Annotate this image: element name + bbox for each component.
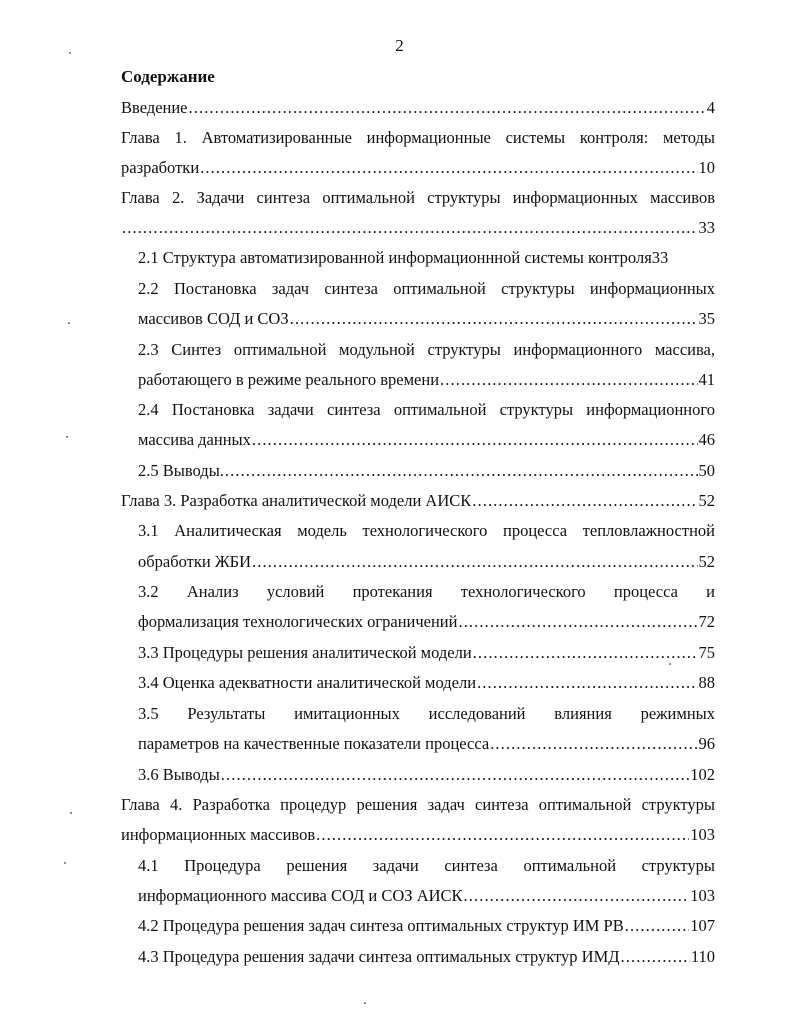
dot-leader — [316, 823, 689, 847]
toc-entry-page: 50 — [698, 461, 715, 480]
toc-entry-3-5-line1: 3.5 Результаты имитационных исследований влияния режимных — [138, 704, 715, 723]
toc-entry-2-4 — [138, 428, 715, 452]
toc-entry-3-2-line1: 3.2 Анализ условий протекания технологического процесса и — [138, 582, 715, 601]
toc-entry-ch4 — [121, 823, 715, 847]
toc-entry-2-1 — [138, 246, 715, 270]
toc-entry-text: Введение — [121, 98, 188, 117]
toc-entry-text: Глава 3. Разработка аналитической модели АИСК — [121, 491, 472, 510]
dot-leader — [221, 763, 689, 787]
toc-entry-ch2-line1: Глава 2. Задачи синтеза оптимальной структуры информационных массивов — [121, 188, 715, 207]
toc-entry-4-1-line1: 4.1 Процедура решения задачи синтеза оптимальной структуры — [138, 856, 715, 875]
toc-entry-page: 96 — [698, 734, 715, 753]
dot-leader — [625, 914, 690, 938]
toc-entry-2-4-line1: 2.4 Постановка задачи синтеза оптимальной структуры информационного — [138, 400, 715, 419]
toc-entry-page: 103 — [690, 825, 715, 844]
toc-entry-text: обработки ЖБИ — [138, 552, 252, 571]
toc-entry-3-6 — [138, 763, 715, 787]
toc-entry-page: 52 — [698, 491, 715, 510]
toc-entry-ch1-line1: Глава 1. Автоматизированные информационные системы контроля: методы — [121, 128, 715, 147]
dot-leader — [472, 489, 697, 513]
toc-entry-text: 3.3 Процедуры решения аналитической модели — [138, 643, 472, 662]
toc-entry-ch3 — [121, 489, 715, 513]
scan-speck — [669, 663, 671, 665]
toc-entry-3-1-line1: 3.1 Аналитическая модель технологического процесса тепловлажностной — [138, 521, 715, 540]
toc-entry-text: информационного массива СОД и СОЗ АИСК — [138, 886, 463, 905]
toc-entry-text: работающего в режиме реального времени — [138, 370, 440, 389]
toc-entry-3-5 — [138, 732, 715, 756]
toc-entry-page: 75 — [698, 643, 715, 662]
toc-entry-3-3 — [138, 641, 715, 665]
toc-entry-2-3 — [138, 368, 715, 392]
toc-entry-page: 72 — [698, 612, 715, 631]
scan-speck — [66, 436, 68, 438]
toc-entry-text: разработки — [121, 158, 200, 177]
dot-leader — [252, 428, 698, 452]
toc-entry-text: 2.1 Структура автоматизированной информационнной системы контроля — [138, 248, 652, 267]
toc-entry-text: 4.3 Процедура решения задачи синтеза оптимальных структур ИМД — [138, 947, 620, 966]
toc-entry-text: 2.5 Выводы. — [138, 461, 224, 480]
toc-entry-text: информационных массивов — [121, 825, 316, 844]
page-number: 2 — [395, 36, 404, 55]
dot-leader — [490, 732, 697, 756]
dot-leader — [290, 307, 698, 331]
dot-leader — [440, 368, 697, 392]
toc-entry-4-3 — [138, 945, 715, 969]
toc-entry-ch2 — [121, 216, 715, 240]
scan-speck — [69, 52, 71, 54]
toc-entry-ch1 — [121, 156, 715, 180]
toc-entry-text: 3.4 Оценка адекватности аналитической модели — [138, 673, 477, 692]
toc-entry-text: параметров на качественные показатели процесса — [138, 734, 490, 753]
scan-speck — [64, 862, 66, 864]
toc-entry-page: 52 — [698, 552, 715, 571]
toc-entry-2-3-line1: 2.3 Синтез оптимальной модульной структуры информационного массива, — [138, 340, 715, 359]
toc-entry-page: 46 — [698, 430, 715, 449]
toc-entry-text: массивов СОД и СОЗ — [138, 309, 289, 328]
dot-leader — [225, 459, 698, 483]
dot-leader — [464, 884, 690, 908]
dot-leader — [621, 945, 690, 969]
dot-leader — [252, 550, 697, 574]
scan-speck — [70, 812, 72, 814]
toc-entry-page: 107 — [690, 916, 715, 935]
toc-entry-3-2 — [138, 610, 715, 634]
toc-entry-page: 110 — [690, 947, 715, 966]
toc-entry-4-2 — [138, 914, 715, 938]
scan-speck — [364, 1002, 366, 1004]
toc-entry-text: 4.2 Процедура решения задач синтеза оптимальных структур ИМ РВ — [138, 916, 624, 935]
toc-entry-page: 41 — [698, 370, 715, 389]
toc-entry-2-2-line1: 2.2 Постановка задач синтеза оптимальной структуры информационных — [138, 279, 715, 298]
toc-entry-page: 4 — [706, 98, 715, 117]
dot-leader — [200, 156, 697, 180]
toc-entry-page: 35 — [698, 309, 715, 328]
toc-entry-2-2 — [138, 307, 715, 331]
toc-entry-2-5 — [138, 459, 715, 483]
toc-entry-3-4 — [138, 671, 715, 695]
toc-entry-page: 33 — [698, 218, 715, 237]
toc-entry-4-1 — [138, 884, 715, 908]
toc-entry-ch4-line1: Глава 4. Разработка процедур решения задач синтеза оптимальной структуры — [121, 795, 715, 814]
toc-entry-page: 88 — [698, 673, 715, 692]
toc-entry-page: 10 — [698, 158, 715, 177]
toc-entry-page: 33 — [651, 248, 669, 267]
dot-leader — [458, 610, 697, 634]
toc-entry-page: 102 — [690, 765, 715, 784]
toc-title: Содержание — [121, 67, 215, 86]
scan-speck — [68, 322, 70, 324]
toc-entry-text: формализация технологических ограничений — [138, 612, 458, 631]
dot-leader — [477, 671, 697, 695]
toc-entry-3-1 — [138, 550, 715, 574]
toc-entry-text: 3.6 Выводы — [138, 765, 220, 784]
dot-leader — [189, 96, 706, 120]
dot-leader — [473, 641, 698, 665]
toc-entry-intro — [121, 96, 715, 120]
toc-entry-page: 103 — [690, 886, 715, 905]
toc-entry-text: массива данных — [138, 430, 251, 449]
dot-leader — [122, 216, 698, 240]
